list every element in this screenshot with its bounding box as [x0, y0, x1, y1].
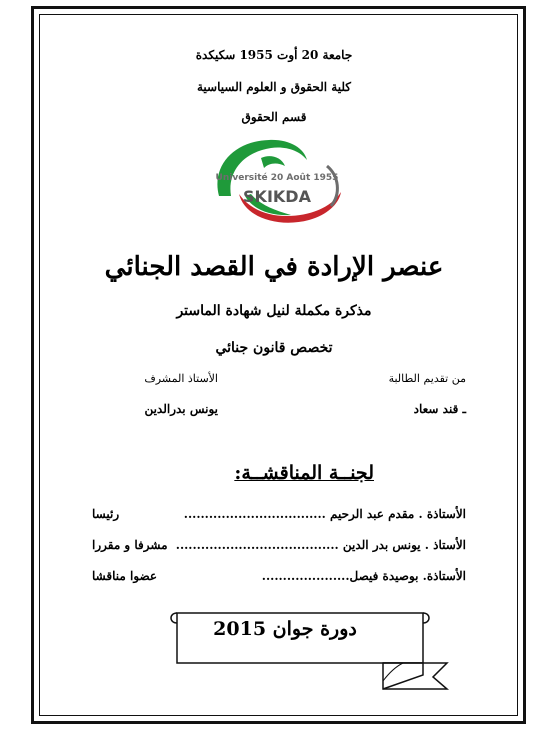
- presented-by-label: من تقديم الطالبة: [388, 372, 466, 385]
- student-name: ـ قند سعاد: [413, 402, 466, 416]
- supervisor-label: الأستاذ المشرف: [144, 372, 218, 385]
- faculty-name: كلية الحقوق و العلوم السياسية: [196, 80, 352, 94]
- session-label: دورة جوان 2015: [213, 618, 357, 640]
- thesis-title: عنصر الإرادة في القصد الجنائي: [104, 252, 444, 282]
- committee-member-name: الأستاذة . مقدم عبد الرحيم ..................................: [183, 507, 466, 521]
- committee-member-name: الأستاذة. بوصيدة فيصل.....................: [261, 569, 466, 583]
- university-logo-graphic: [209, 136, 349, 228]
- logo-text-top: Université 20 Août 1955: [215, 173, 339, 183]
- committee-member-role: رئيسا: [92, 507, 120, 521]
- committee-title: لجنــة المناقشــة:: [234, 462, 374, 484]
- committee-member-role: مشرفا و مقررا: [92, 538, 168, 552]
- specialty: تخصص قانون جنائي: [215, 340, 333, 356]
- university-name: جامعة 20 أوت 1955 سكيكدة: [195, 48, 353, 62]
- department-name: قسم الحقوق: [241, 110, 307, 124]
- logo-text-main: SKIKDA: [243, 187, 311, 206]
- university-logo: [209, 136, 349, 228]
- session-banner: [165, 601, 455, 693]
- committee-member-role: عضوا مناقشا: [92, 569, 158, 583]
- thesis-subtitle: مذكرة مكملة لنيل شهادة الماستر: [176, 303, 372, 319]
- supervisor-name: يونس بدرالدين: [144, 402, 218, 416]
- committee-member-name: الأستاذ . يونس بدر الدين .......................................: [175, 538, 466, 552]
- scroll-ribbon-graphic: [165, 601, 455, 693]
